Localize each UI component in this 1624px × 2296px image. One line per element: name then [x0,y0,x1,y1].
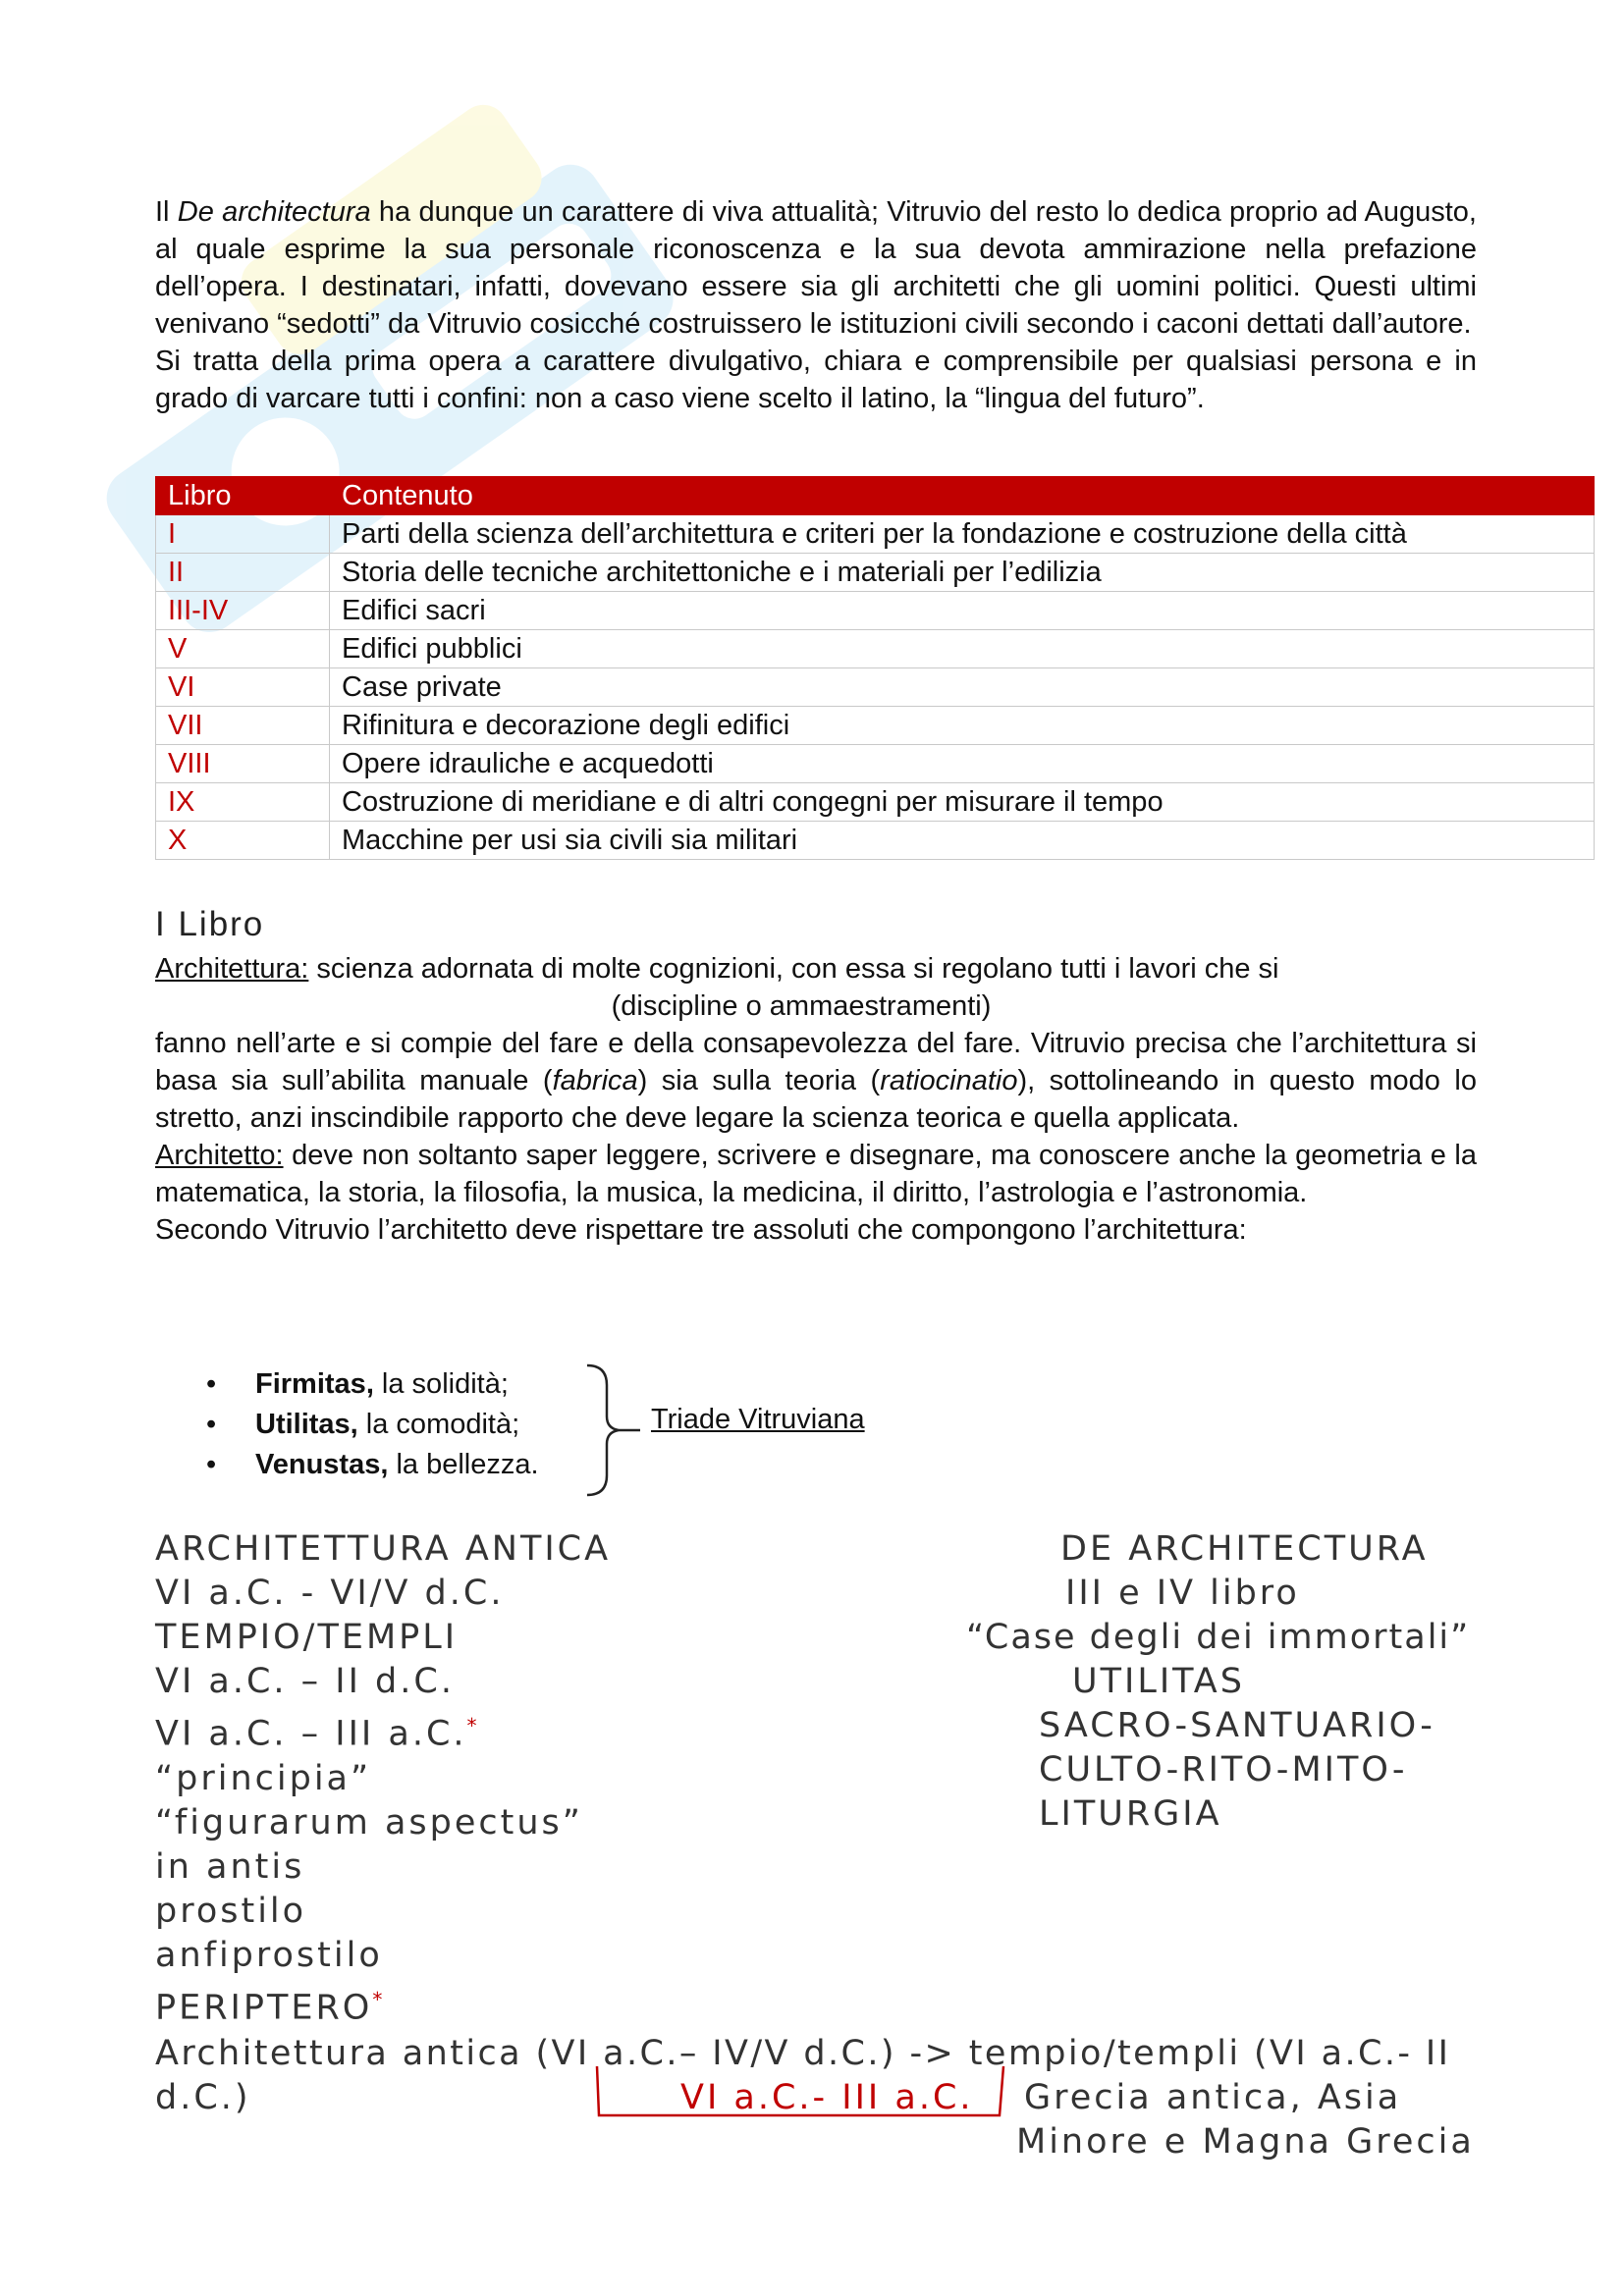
note-line: d.C.) VI a.C.- III a.C. Grecia antica, Asia [155,2076,1477,2120]
book-content: Edifici sacri [330,592,1595,630]
book-number: VII [156,707,330,745]
triade-label: Triade Vitruviana [651,1404,865,1435]
book-number: X [156,822,330,860]
book-content: Rifinitura e decorazione degli edifici [330,707,1595,745]
note-line: “Case degli dei immortali” [966,1618,1471,1657]
book-content: Opere idrauliche e acquedotti [330,745,1595,783]
triade-list [206,1364,539,1485]
architettura-definition [155,950,1477,1249]
book-number: VI [156,668,330,707]
asterisk-icon: * [372,1987,386,2011]
list-item: • Utilitas, la comodità; [206,1405,539,1445]
header-contenuto: Contenuto [330,477,1595,515]
architetto-definition: Architetto: deve non soltanto saper leggere, scrivere e disegnare, ma conoscere anche la geometria e la matematica, la storia, la filosofia, la musica, la medicina, il diritto, l’astrologia e l’astronomia. [155,1140,1477,1208]
list-item: • Firmitas, la solidità; [206,1364,539,1405]
note-line: Minore e Magna Grecia [1016,2122,1475,2162]
note-line: anfiprostilo [155,1935,383,1975]
intro-paragraph-1 [155,193,1477,343]
intro-paragraph-2: Si tratta della prima opera a carattere divulgativo, chiara e comprensibile per qualsiasi persona e in grado di varcare tutti i confini: non a caso viene scelto il latino, la “lingua del futuro”. [155,346,1477,414]
section-title: I Libro [155,905,265,943]
note-line: VI a.C. – III a.C.* [155,1714,480,1754]
note-line: PERIPTERO* [155,1987,386,2028]
table-row [156,630,1595,668]
intro-section [155,193,1477,417]
book-content: Storia delle tecniche architettoniche e i materiali per l’edilizia [330,554,1595,592]
note-line: III e IV libro [1065,1574,1300,1613]
table-row [156,707,1595,745]
note-line: VI a.C. – II d.C. [155,1662,455,1701]
table-row [156,668,1595,707]
book-content: Case private [330,668,1595,707]
note-line: LITURGIA [1039,1794,1222,1834]
book-number: V [156,630,330,668]
asterisk-icon: * [466,1714,480,1737]
secondo-vitruvio: Secondo Vitruvio l’architetto deve rispettare tre assoluti che compongono l’architettura: [155,1214,1247,1246]
intro-text: ha dunque un carattere di viva attualità; Vitruvio del resto lo dedica proprio ad Augusto, al quale esprime la sua personale riconoscenza e la sua devota ammirazione nella prefazione dell’opera. I destinatari, infatti, dovevano essere sia gli architetti che gli uomini politici. Questi ultimi venivano “sedotti” da Vitruvio cosicché costruissero le istituzioni civili secondo i caconi dettati dall’autore. [155,196,1477,340]
brace-icon [579,1362,648,1499]
note-line: prostilo [155,1891,307,1931]
note-line: Architettura antica (VI a.C.– IV/V d.C.) -> tempio/templi (VI a.C.- II [155,2034,1451,2073]
book-number: I [156,515,330,554]
note-line: VI a.C. - VI/V d.C. [155,1574,505,1613]
books-table [155,476,1595,860]
note-line: in antis [155,1846,305,1887]
book-number: VIII [156,745,330,783]
note-line: “figurarum aspectus” [155,1802,583,1842]
book-content: Macchine per usi sia civili sia militari [330,822,1595,860]
intro-text: Il [155,196,178,228]
table-row [156,783,1595,822]
architettura-continuation: fanno nell’arte e si compie del fare e della consapevolezza del fare. Vitruvio precisa che l’architettura si basa sia sull’abilita manuale (fabrica) sia sulla teoria (ratiocinatio), sottolineando in questo modo lo stretto, anzi inscindibile rapporto che deve legare la scienza teorica e quella applicata. [155,1028,1477,1134]
note-line: UTILITAS [1072,1662,1245,1701]
architettura-text: scienza adornata di molte cognizioni, con essa si regolano tutti i lavori che si [308,953,1279,985]
header-libro: Libro [156,477,330,515]
table-row [156,592,1595,630]
note-line: SACRO-SANTUARIO- [1039,1706,1435,1745]
book-number: IX [156,783,330,822]
book-number: II [156,554,330,592]
note-line: DE ARCHITECTURA [1060,1529,1429,1569]
book-content: Parti della scienza dell’architettura e criteri per la fondazione e costruzione della città [330,515,1595,554]
book-content: Edifici pubblici [330,630,1595,668]
note-line: ARCHITETTURA ANTICA [155,1529,612,1569]
architettura-label: Architettura: [155,953,309,985]
table-row [156,554,1595,592]
notes-right [962,1527,1473,1837]
book-number: III-IV [156,592,330,630]
book-content: Costruzione di meridiane e di altri congegni per misurare il tempo [330,783,1595,822]
highlight-range: VI a.C.- III a.C. [680,2078,974,2117]
work-title: De architectura [177,196,371,228]
notes-left [155,1527,611,2030]
architettura-note: (discipline o ammaestramenti) [611,990,992,1022]
table-row [156,515,1595,554]
note-line: CULTO-RITO-MITO- [1039,1750,1408,1789]
table-header-row [156,477,1595,515]
table-row [156,822,1595,860]
table-row [156,745,1595,783]
note-line: TEMPIO/TEMPLI [155,1618,459,1657]
note-line: “principia” [155,1758,372,1798]
list-item: • Venustas, la bellezza. [206,1445,539,1485]
red-bracket-icon [589,2056,1011,2135]
